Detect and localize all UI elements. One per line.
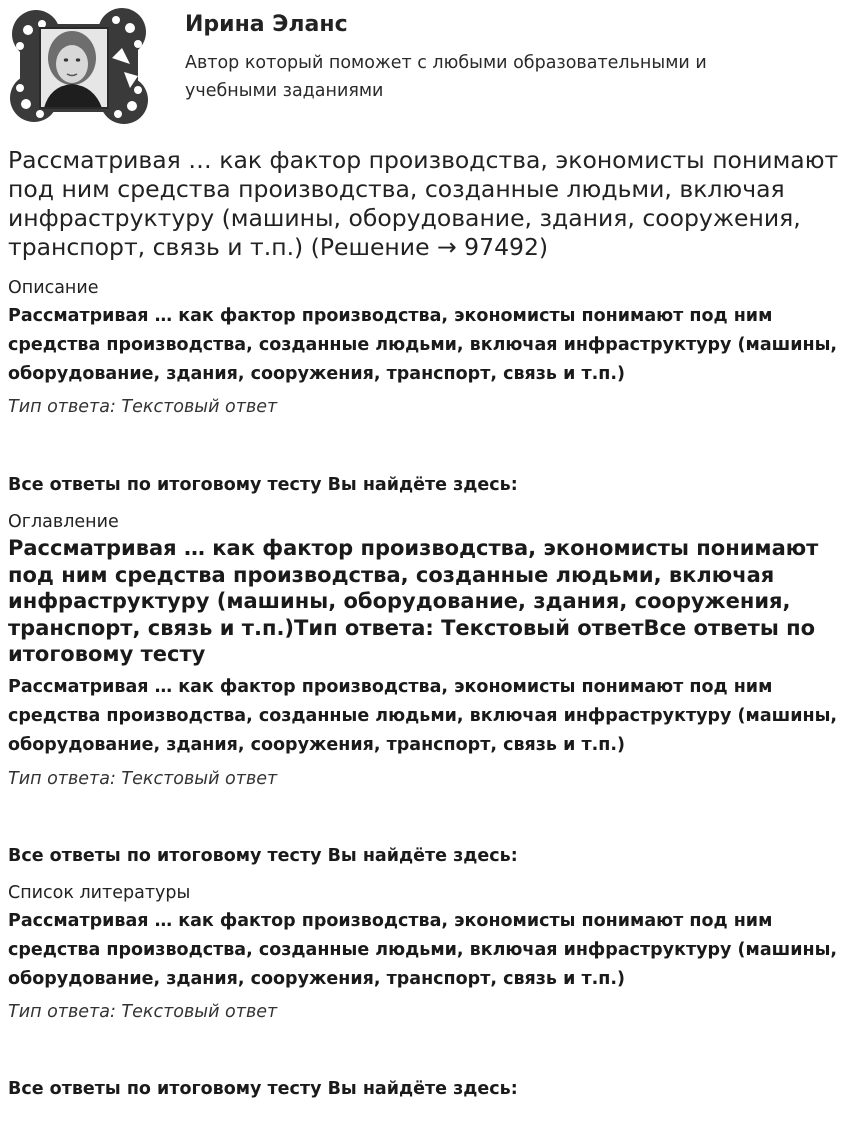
section-contents [8, 511, 842, 867]
all-answers-link[interactable]: Все ответы по итоговому тесту Вы найдёте здесь: [8, 1078, 518, 1099]
answer-type: Тип ответа: Текстовый ответ [8, 397, 278, 417]
page-title: Рассматривая … как фактор производства, экономисты понимают под ним средства производства, созданные людьми, включая инфраструктуру (машины, оборудование, здания, сооружения, транспорт, связь и т.п.) (Решение → 97492) [8, 146, 839, 261]
answer-type: Тип ответа: Текстовый ответ [8, 1001, 278, 1022]
section-label: Оглавление [8, 512, 119, 532]
all-answers-link[interactable]: Все ответы по итоговому тесту Вы найдёте здесь: [8, 475, 518, 495]
section-description [8, 277, 842, 496]
section-bibliography [8, 882, 842, 1100]
author-description: Автор который поможет с любыми образовательными и учебными заданиями [185, 53, 707, 101]
author-avatar[interactable] [6, 6, 152, 128]
answer-type: Тип ответа: Текстовый ответ [8, 768, 278, 789]
toc-heading: Рассматривая … как фактор производства, экономисты понимают под ним средства производства, созданные людьми, включая инфраструктуру (машины, оборудование, здания, сооружения, транспорт, связь и т.п.)Тип ответа: Текстовый ответВсе ответы по итоговому тесту [8, 536, 819, 666]
section-label: Список литературы [8, 882, 191, 903]
bibliography-text: Рассматривая … как фактор производства, экономисты понимают под ним средства производства, созданные людьми, включая инфраструктуру (машины, оборудование, здания, сооружения, транспорт, связь и т.п.) [8, 910, 838, 989]
author-name[interactable]: Ирина Эланс [185, 12, 348, 37]
all-answers-link[interactable]: Все ответы по итоговому тесту Вы найдёте здесь: [8, 845, 518, 866]
description-text: Рассматривая … как фактор производства, экономисты понимают под ним средства производства, созданные людьми, включая инфраструктуру (машины, оборудование, здания, сооружения, транспорт, связь и т.п.) [8, 306, 838, 384]
author-header [0, 0, 847, 130]
contents-text: Рассматривая … как фактор производства, экономисты понимают под ним средства производства, созданные людьми, включая инфраструктуру (машины, оборудование, здания, сооружения, транспорт, связь и т.п.) [8, 676, 838, 755]
content [8, 146, 842, 1100]
section-label: Описание [8, 278, 99, 298]
